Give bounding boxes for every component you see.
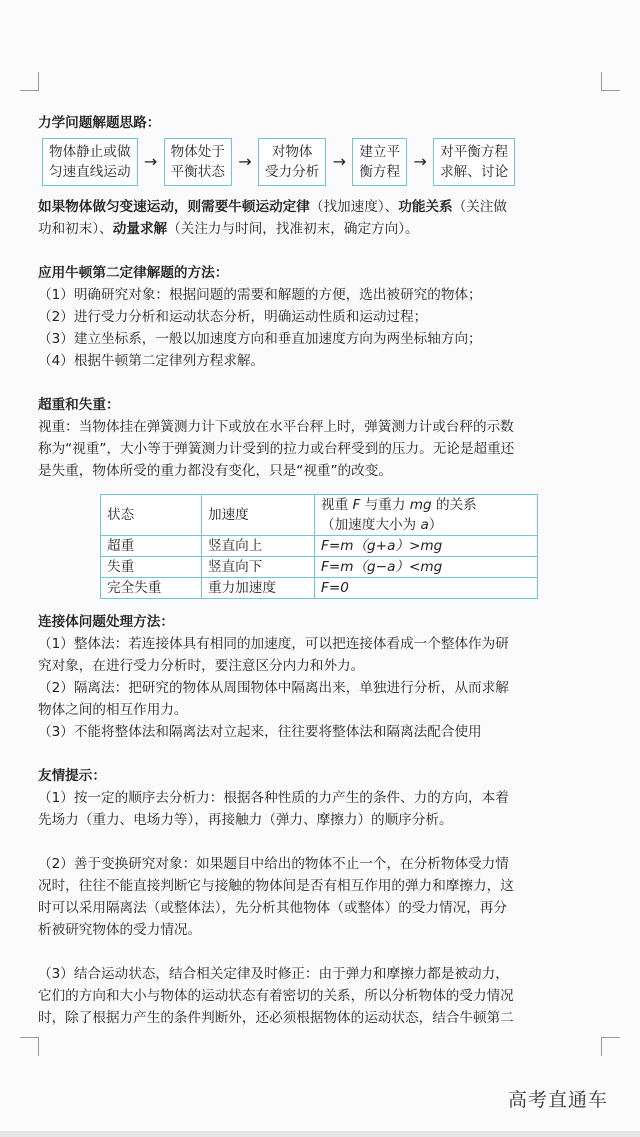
arrow-right-icon: → bbox=[413, 152, 427, 171]
flow-step-2: 物体处于 平衡状态 bbox=[164, 138, 232, 186]
arrow-right-icon: → bbox=[143, 152, 158, 171]
crop-mark-bottom-left bbox=[20, 1037, 39, 1056]
paragraph-line: （1）整体法：若连接体具有相同的加速度，可以把连接体看成一个整体作为研 bbox=[38, 636, 509, 652]
table-row bbox=[101, 536, 538, 557]
paragraph-line: （3）不能将整体法和隔离法对立起来，往往要将整体法和隔离法配合使用 bbox=[38, 724, 482, 740]
arrow-right-icon: → bbox=[332, 152, 347, 171]
paragraph-line: 时可以采用隔离法（或整体法），先分析其他物体（或整体）的受力情况，再分 bbox=[38, 900, 507, 916]
paragraph-line: 是失重，物体所受的重力都没有变化，只是“视重”的改变。 bbox=[38, 463, 392, 479]
brand-watermark: 高考直通车 bbox=[507, 1089, 608, 1111]
flow-step-4: 建立平 衡方程 bbox=[352, 138, 407, 186]
table-cell: F=m（g+a）>mg bbox=[315, 536, 538, 557]
section-title-newton: 应用牛顿第二定律解题的方法： bbox=[38, 265, 229, 281]
flow-step-1: 物体静止或做 匀速直线运动 bbox=[42, 138, 138, 186]
paragraph-line: 视重：当物体挂在弹簧测力计下或放在水平台秤上时，弹簧测力计或台秤的示数 bbox=[38, 419, 514, 435]
table-row bbox=[101, 578, 538, 599]
table-row bbox=[101, 557, 538, 578]
table-header-cell: 视重 F 与重力 mg 的关系 （加速度大小为 a） bbox=[315, 495, 538, 536]
table-cell: 竖直向上 bbox=[202, 536, 315, 557]
paragraph-variable-motion: 如果物体做匀变速运动，则需要牛顿运动定律（找加速度）、功能关系（关注做 功和初末）、动量求解（关注力与时间，找准初末，确定方向）。 bbox=[38, 199, 507, 237]
section-title-mechanics: 力学问题解题思路： bbox=[38, 115, 161, 131]
section-title-tips: 友情提示： bbox=[38, 768, 106, 784]
table-cell: 重力加速度 bbox=[202, 578, 315, 599]
paragraph-line: 它们的方向和大小与物体的运动状态有着密切的关系，所以分析物体的受力情况 bbox=[38, 988, 514, 1004]
table-cell: 失重 bbox=[101, 557, 202, 578]
list-item: （2）进行受力分析和运动状态分析，明确运动性质和运动过程； bbox=[38, 309, 428, 325]
paragraph-line: 时，除了根据力产生的条件判断外，还必须根据物体的运动状态，结合牛顿第二 bbox=[38, 1010, 514, 1026]
flow-step-3: 对物体 受力分析 bbox=[258, 138, 326, 186]
paragraph-line: 先场力（重力、电场力等），再接触力（弹力、摩擦力）的顺序分析。 bbox=[38, 812, 453, 828]
table-cell: 超重 bbox=[101, 536, 202, 557]
paragraph-line: （2）善于变换研究对象：如果题目中给出的物体不止一个，在分析物体受力情 bbox=[38, 856, 509, 872]
overweight-table bbox=[100, 494, 604, 599]
paragraph-line: 究对象，在进行受力分析时，要注意区分内力和外力。 bbox=[38, 658, 365, 674]
paragraph-line: 析被研究物体的受力情况。 bbox=[38, 922, 202, 938]
list-item: （1）明确研究对象：根据问题的需要和解题的方便，选出被研究的物体； bbox=[38, 287, 482, 303]
crop-mark-top-right bbox=[601, 72, 620, 91]
table-header-row bbox=[101, 495, 538, 536]
list-item: （3）建立坐标系，一般以加速度方向和垂直加速度方向为两坐标轴方向； bbox=[38, 331, 482, 347]
paragraph-line: 况时，往往不能直接判断它与接触的物体间是否有相互作用的弹力和摩擦力，这 bbox=[38, 878, 514, 894]
crop-mark-bottom-right bbox=[601, 1037, 620, 1056]
paragraph-line: 称为“视重”，大小等于弹簧测力计受到的拉力或台秤受到的压力。无论是超重还 bbox=[38, 441, 515, 457]
bottom-divider bbox=[0, 1131, 640, 1137]
list-item: （4）根据牛顿第二定律列方程求解。 bbox=[38, 353, 265, 369]
section-title-overweight: 超重和失重： bbox=[38, 397, 120, 413]
table-header-cell: 加速度 bbox=[202, 495, 315, 536]
solution-flowchart bbox=[42, 138, 604, 186]
table-header-cell: 状态 bbox=[101, 495, 202, 536]
paragraph-line: （3）结合运动状态，结合相关定律及时修正：由于弹力和摩擦力都是被动力， bbox=[38, 966, 509, 982]
arrow-right-icon: → bbox=[238, 152, 252, 171]
flow-step-5: 对平衡方程 求解、讨论 bbox=[433, 138, 515, 186]
paragraph-line: （1）按一定的顺序去分析力：根据各种性质的力产生的条件、力的方向，本着 bbox=[38, 790, 509, 806]
section-title-connected-bodies: 连接体问题处理方法： bbox=[38, 614, 174, 630]
paragraph-line: （2）隔离法：把研究的物体从周围物体中隔离出来，单独进行分析，从而求解 bbox=[38, 680, 509, 696]
crop-mark-top-left bbox=[20, 72, 39, 91]
table-cell: F=m（g−a）<mg bbox=[315, 557, 538, 578]
table-cell: 竖直向下 bbox=[202, 557, 315, 578]
table-cell: F=0 bbox=[315, 578, 538, 599]
document-content bbox=[38, 112, 604, 1029]
table-cell: 完全失重 bbox=[101, 578, 202, 599]
paragraph-line: 物体之间的相互作用力。 bbox=[38, 702, 188, 718]
